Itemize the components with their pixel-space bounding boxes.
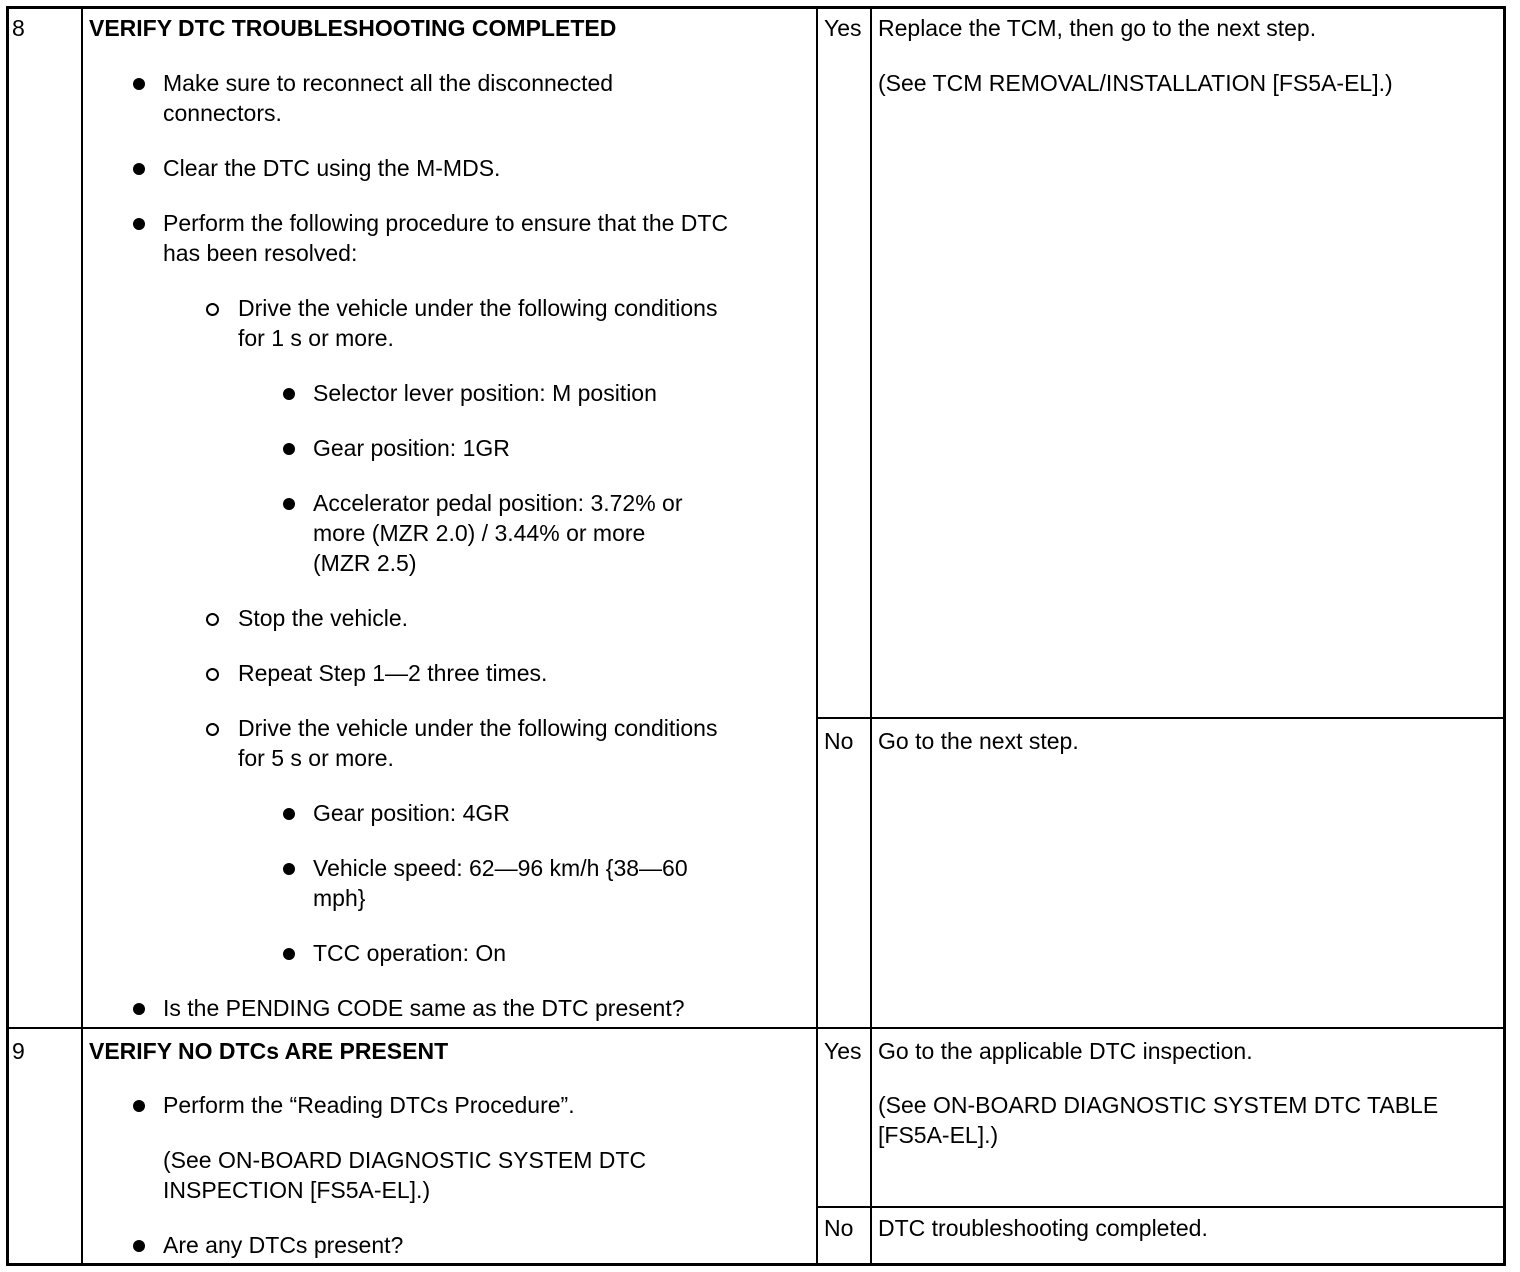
result-action: [FS5A-EL].) [878,1122,999,1148]
step-title: VERIFY NO DTCs ARE PRESENT [89,1038,449,1064]
result-action: Go to the applicable DTC inspection. [878,1038,1253,1064]
step-title: VERIFY DTC TROUBLESHOOTING COMPLETED [89,15,617,41]
step-number: 9 [12,1038,25,1064]
bullet-icon [283,948,295,960]
procedure-line: Repeat Step 1—2 three times. [238,660,548,686]
bullet-icon [133,1100,145,1112]
procedure-line: has been resolved: [163,240,358,266]
circle-bullet-icon [206,723,219,736]
procedure-line: Are any DTCs present? [163,1232,404,1258]
procedure-line: for 1 s or more. [238,325,394,351]
result-answer-no: No [824,728,854,754]
circle-bullet-icon [206,613,219,626]
circle-bullet-icon [206,303,219,316]
procedure-line: Is the PENDING CODE same as the DTC present? [163,995,685,1021]
bullet-icon [133,1003,145,1015]
procedure-line: Selector lever position: M position [313,380,657,406]
procedure-line: Gear position: 1GR [313,435,510,461]
procedure-line: connectors. [163,100,282,126]
bullet-icon [283,498,295,510]
result-divider-step-8 [816,717,1506,719]
result-action: (See TCM REMOVAL/INSTALLATION [FS5A-EL].) [878,70,1393,96]
procedure-line: Drive the vehicle under the following conditions [238,715,718,741]
row-divider-step-8-9 [6,1027,1506,1029]
procedure-line: (See ON-BOARD DIAGNOSTIC SYSTEM DTC [163,1147,647,1173]
circle-bullet-icon [206,668,219,681]
procedure-line: Accelerator pedal position: 3.72% or [313,490,683,516]
troubleshooting-table [6,6,1506,1266]
procedure-line: Stop the vehicle. [238,605,409,631]
procedure-line: (MZR 2.5) [313,550,417,576]
result-action: Go to the next step. [878,728,1079,754]
procedure-line: Clear the DTC using the M-MDS. [163,155,501,181]
result-answer-yes: Yes [824,15,862,41]
column-divider-step [81,6,83,1266]
bullet-icon [133,1240,145,1252]
procedure-line: Vehicle speed: 62—96 km/h {38—60 [313,855,688,881]
procedure-line: Drive the vehicle under the following conditions [238,295,718,321]
bullet-icon [133,163,145,175]
result-answer-no: No [824,1215,854,1241]
procedure-line: Make sure to reconnect all the disconnected [163,70,614,96]
procedure-line: TCC operation: On [313,940,507,966]
step-number: 8 [12,15,25,41]
procedure-line: Perform the following procedure to ensure that the DTC [163,210,729,236]
result-action: Replace the TCM, then go to the next step. [878,15,1317,41]
result-action: (See ON-BOARD DIAGNOSTIC SYSTEM DTC TABLE [878,1092,1439,1118]
bullet-icon [283,808,295,820]
procedure-line: more (MZR 2.0) / 3.44% or more [313,520,646,546]
procedure-line: mph} [313,885,366,911]
procedure-line: for 5 s or more. [238,745,394,771]
result-divider-step-9 [816,1206,1506,1208]
bullet-icon [283,863,295,875]
procedure-line: Perform the “Reading DTCs Procedure”. [163,1092,575,1118]
column-divider-procedure [816,6,818,1266]
column-divider-answer [870,6,872,1266]
bullet-icon [283,443,295,455]
result-answer-yes: Yes [824,1038,862,1064]
bullet-icon [133,218,145,230]
result-action: DTC troubleshooting completed. [878,1215,1208,1241]
bullet-icon [133,78,145,90]
procedure-line: INSPECTION [FS5A-EL].) [163,1177,431,1203]
procedure-line: Gear position: 4GR [313,800,510,826]
bullet-icon [283,388,295,400]
